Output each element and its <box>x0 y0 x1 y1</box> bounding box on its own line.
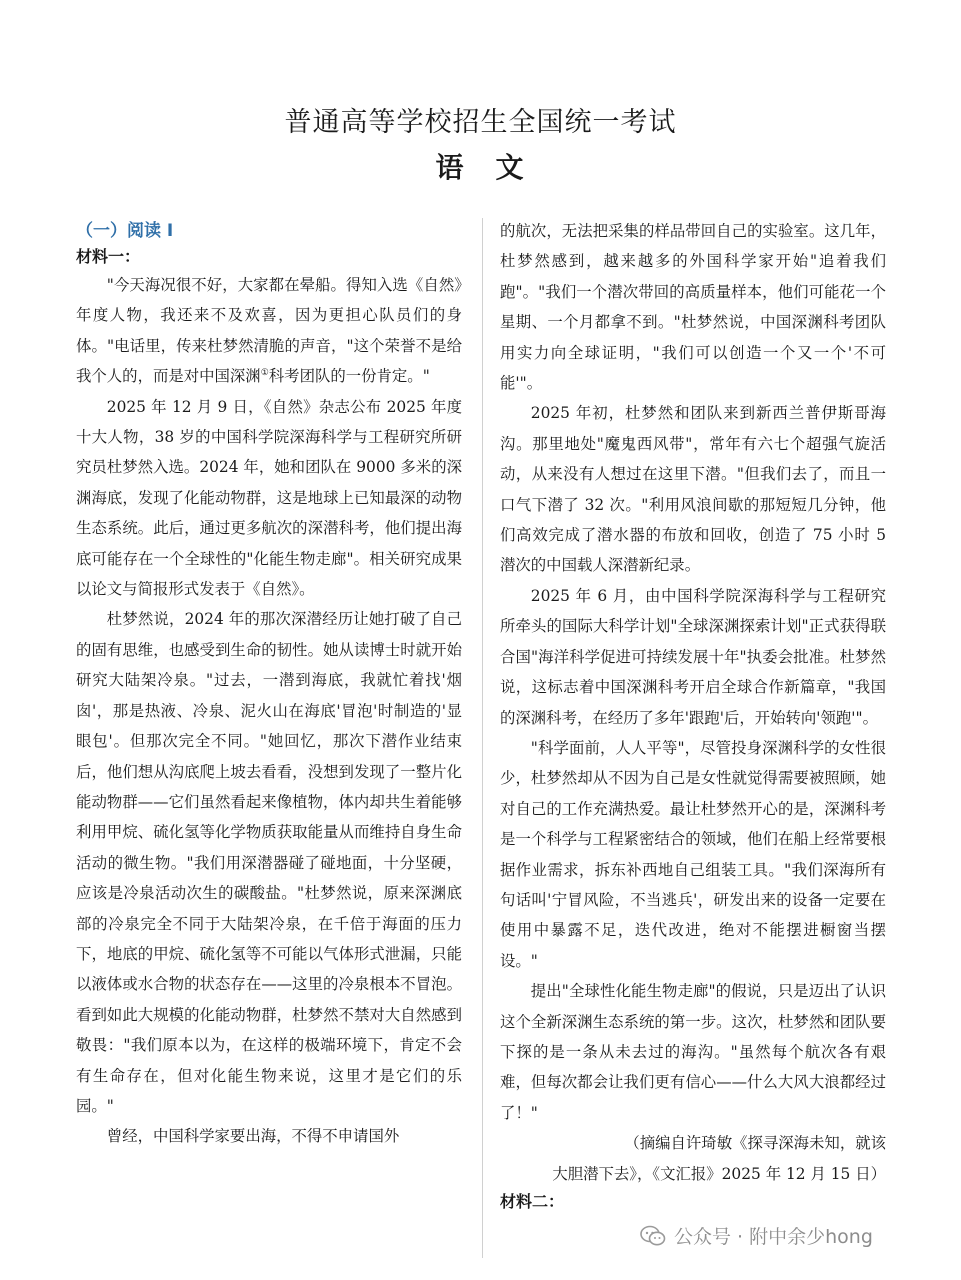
paragraph-text-tail: 科考团队的一份肯定。" <box>268 367 430 386</box>
paragraph: 提出"全球性化能生物走廊"的假说，只是迈出了认识这个全新深渊生态系统的第一步。这次，杜梦然和团队要下探的是一条从未去过的海沟。"虽然每个航次各有艰难，但每次都会让我们更有信心——什么大风大浪都经过了！" <box>500 982 886 1122</box>
source-citation <box>500 1128 886 1189</box>
watermark <box>640 1222 873 1249</box>
right-column <box>500 216 886 1215</box>
wechat-icon <box>640 1225 666 1247</box>
paragraph <box>76 270 462 392</box>
paragraph: 的航次，无法把采集的样品带回自己的实验室。这几年，杜梦然感到，越来越多的外国科学家开始"追着我们跑"。"我们一个潜次带回的高质量样本，他们可能花一个星期、一个月都拿不到。"杜梦然说，中国深渊科考团队用实力向全球证明，"我们可以创造一个又一个'不可能'"。 <box>500 222 886 393</box>
column-divider <box>482 218 483 1258</box>
paragraph: 曾经，中国科学家要出海，不得不申请国外 <box>106 1127 400 1146</box>
source-line-1: （摘编自许琦敏《探寻深海未知，就该 <box>624 1134 886 1153</box>
paragraph: 2025 年 6 月，由中国科学院深海科学与工程研究所牵头的国际大科学计划"全球深渊探索计划"正式获得联合国"海洋科学促进可持续发展十年"执委会批准。杜梦然说，这标志着中国深渊科考开启全球合作新篇章，"我国的深渊科考，在经历了多年'跟跑'后，开始转向'领跑'"。 <box>500 586 886 727</box>
material-2-title: 材料二： <box>500 1192 565 1211</box>
paragraph: 2025 年 12 月 9 日，《自然》杂志公布 2025 年度十大人物，38 岁的中国科学院深海科学与工程研究所研究员杜梦然入选。2024 年，她和团队在 9000 多米的深渊海底，发现了化能动物群，这是地球上已知最深的动物生态系统。此后，通过更多航次的深潜科考，他们提出海底可能存在一个全球性的"化能生物走廊"。相关研究成果以论文与简报形式发表于《自然》。 <box>76 397 462 599</box>
page-subject: 语 文 <box>435 151 526 184</box>
left-column <box>76 218 462 1152</box>
paragraph: "科学面前，人人平等"，尽管投身深渊科学的女性很少，杜梦然却从不因为自己是女性就觉得需要被照顾，她对自己的工作充满热爱。最让杜梦然开心的是，深渊科考是一个科学与工程紧密结合的领域，他们在船上经常要根据作业需求，拆东补西地自己组装工具。"我们深海所有句话叫'宁冒风险，不当逃兵'，研发出来的设备一定要在使用中暴露不足，迭代改进，绝对不能摆进橱窗当摆设。" <box>500 738 886 970</box>
page-title: 普通高等学校招生全国统一考试 <box>284 107 677 138</box>
source-line-2: 大胆潜下去》，《文汇报》2025 年 12 月 15 日） <box>552 1164 886 1183</box>
paragraph: 杜梦然说，2024 年的那次深潜经历让她打破了自己的固有思维，也感受到生命的韧性。她从读博士时就开始研究大陆架冷泉。"过去，一潜到海底，我就忙着找'烟囱'，那是热液、冷泉、泥火山在海底'冒泡'时制造的'显眼包'。但那次完全不同。"她回忆，那次下潜作业结束后，他们想从沟底爬上坡去看看，没想到发现了一整片化能动物群——它们虽然看起来像植物，体内却共生着能够利用甲烷、硫化氢等化学物质获取能量从而维持自身生命活动的微生物。"我们用深潜器碰了碰地面，十分坚硬，应该是冷泉活动次生的碳酸盐。"杜梦然说，原来深渊底部的冷泉完全不同于大陆架冷泉，在千倍于海面的压力下，地底的甲烷、硫化氢等不可能以气体形式泄漏，只能以液体或水合物的状态存在——这里的冷泉根本不冒泡。看到如此大规模的化能动物群，杜梦然不禁对大自然感到敬畏："我们原本以为，在这样的极端环境下，肯定不会有生命存在，但对化能生物来说，这里才是它们的乐园。" <box>76 610 462 1115</box>
paragraph: 2025 年初，杜梦然和团队来到新西兰普伊斯哥海沟。那里地处"魔鬼西风带"，常年有六七个超强气旋活动，从来没有人想过在这里下潜。"但我们去了，而且一口气下潜了 32 次。"利用风浪间歇的那短短几分钟，他们高效完成了潜水器的布放和回收，创造了 75 小时 5 潜次的中国载人深潜新纪录。 <box>500 404 886 575</box>
watermark-text: 公众号 · 附中余少hong <box>674 1226 873 1248</box>
material-1-title: 材料一： <box>76 247 141 266</box>
paragraph-text: "今天海况很不好，大家都在晕船。得知入选《自然》年度人物，我还来不及欢喜，因为更担心队员们的身体。"电话里，传来杜梦然清脆的声音，"这个荣誉不是给我个人的，而是对中国深渊 <box>76 276 462 386</box>
footnote-mark: ① <box>260 368 269 379</box>
section-title: （一）阅读 I <box>76 221 174 241</box>
